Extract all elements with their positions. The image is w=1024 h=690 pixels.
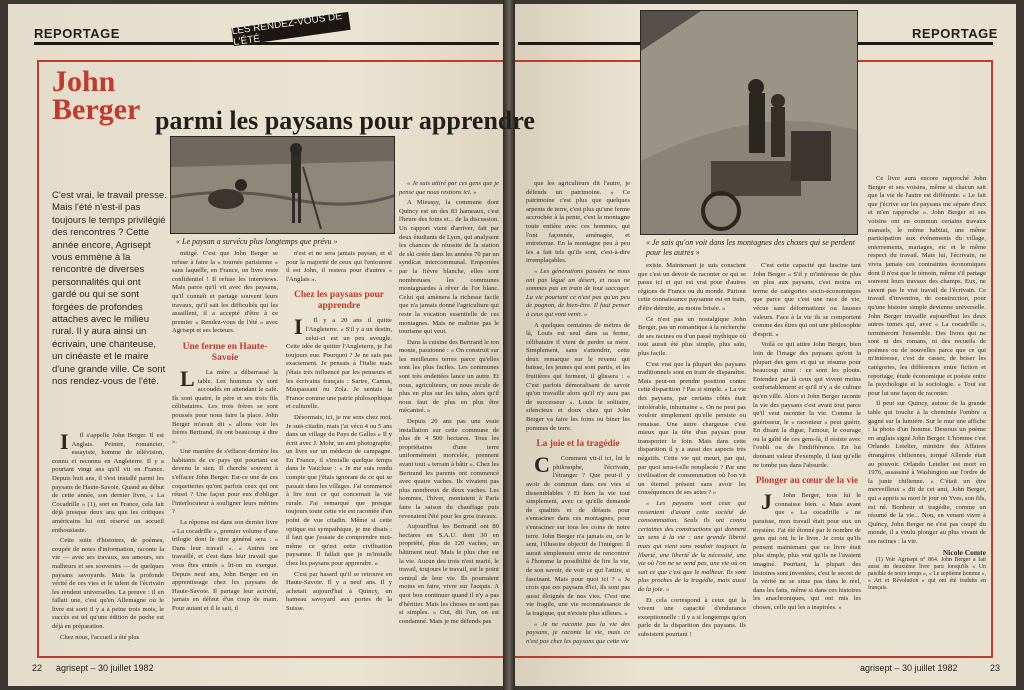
footnote: (1) Voir Agrisept n° 864. John Berger a fait aussi un deuxième livre paru lorsqu'ils « Un paisible de notre temps », « Le septième homme », « Art et Révolution » qui ont été traduits en français. (868, 557, 986, 592)
article-title-name: John Berger (52, 65, 141, 126)
paragraph: Depuis 20 ans pas une vraie installation sur cette commune de plus de 4 500 hectares. Tous les propriétaires d'une terre uniformément morcelée, prennent avant tout « terrain à bâtir ». Chez les Bertrand les parents ont commencé avec quatre vaches. Ils vivaient pas plus nombreux de deux vaches. Les hommes, l'hiver, montaient à Paris faire la saison du chauffage puis revenaient l'été pour les gros travaux. (399, 418, 499, 520)
page-number-left: 22 (32, 663, 43, 673)
paragraph: Chez nous, l'accueil a été plus (60, 633, 140, 641)
subhead-2: Chez les paysans pour apprendre (294, 290, 384, 312)
paragraph: Voilà ce qui attire John Berger, bien loin de l'image des paysans qu'ont la plupart des gens et qui se résume pour beaucoup ainsi : ce sont les plouts. Entendez par là ceux qui vivent moins confortablement et qu'il n'y a de culture qu'en ville. Alors si John Berger raconte la vie des paysans c'est avant tout parce qu'il veut raconter la vie. Comme le guérisseur, le « raconteur » peut guérir. En disant la digue, l'amour, le courage ou la gaîté de ces gens-là, il résiste avec l'oubli ou de l'indifférence. En lui donnant valeur d'exemple, il faut qu'elle ne tombe pas dans l'absurde. (753, 341, 861, 469)
article-title-subtitle: parmi les paysans pour apprendre (155, 106, 535, 135)
paragraph: existe. Maintenant je suis conscient que c'est un devoir de raconter ce qui se passe ici et qui est vrai pour d'autres régions de France ou du monde. Partout cette connaissance paysanne est en train, d'être détruite, au moins brisée. » (638, 262, 746, 312)
paragraph: Aujourd'hui les Bertrand ont 80 hectares en S.A.U. dont 30 en propriété, plus de 120 vaches, un bâtiment neuf. Mais le plus cher est la vie. Aucun des trois n'est marié, le travail, toujours le travail, est le point central de leur vie. Ils pourraient moins en faire, vivre sur l'acquis. A quoi bon continuer quand il n'y a pas d'héritier. Mais les choses ne sont pas si simples. « Oui, dit l'un, on est condamné. Mais je me défends pas (399, 523, 499, 625)
paragraph: Ce n'est pas un nostalgique John Berger, pas un romantique à la recherche de ses racines ou d'un passé mythique où tout aurait été plus simple, plus sain, plus facile. (638, 315, 746, 357)
author-signature: Nicole Comte (942, 547, 986, 557)
paragraph: Il peut sur Quincy, autour de la grande table qui touche à la cheminée l'ombre a gagné sur la lumière. Sur le mur une affiche : la photo d'un homme. Dessous un poème en anglais signé John Berger. L'homme c'est Orlando Letelier, ministre des Affaires étrangères chiliennes, torqué Allende était au pouvoir. Orlando Letelier est mort en 1976, assassiné à Washington sur l'ordre de la junte chilienne. « C'était un être merveilleux » dit de cet ami, John Berger, qui a appris sa mort le jour où Yves, son fils, est né. Bonheur et tragédie, comme un résumé de la vie... Non, en venant vivre à Quincy, John Berger ne s'est pas coupé du monde, il a voulu plonger au plus vivant de ses racines : la vie. (868, 400, 986, 545)
paragraph: Dans la cuisine des Bertrand le ton monte, passionné : « On construit sur les meilleures terres parce qu'elles sont les plus faciles. Les communes sont très endettées lance un autre. Et nous, agriculteurs, on nous recule de plus en plus sur les talus, alors qu'il nous faut de plus en plus être mécanisé. » (399, 338, 499, 415)
column-5 (526, 180, 630, 657)
paragraph: Ce livre aura encore rapproché John Berger et ses voisins, même si chacun sait que la vie de l'autre est différente. « Le fait que j'écrive sur les paysans me sépare d'eux et m'en rapproche ». John Berger et ses voisins ont en commun certains travaux manuels, le même habitat, une même participation aux événements du village, enterrements, mariages, etc et le même respect du travail. Mais lui, l'écrivain, ne vivra jamais ces contraintes économiques dont il n'est que le témoin, même s'il partage souvent leurs travaux des champs. Eux, ne savent pas le vrai travail de l'écrivain. Ce travail d'invention, de construction, pour qu'une histoire simple devienne universelle. John Berger travaille aujourd'hui les deux autres tomes qui, avec « La cocadrille », termineront l'ensemble. Des livres qui ne sont ni des romans, ni des recueils de poèmes ou de nouvelles parce que ce qui m'intéresse, c'est de casser, de briser les catégories, les différences entre fiction et reportage, étude économique et poésie entre la psychologie et la sociologie. » Tout est pour lui une façon de raconter. (868, 175, 986, 397)
paragraph: « Je suis attiré par ces gens que je pense que nous restions ici. » (399, 180, 499, 196)
column-2 (172, 250, 278, 657)
photo-peasants-field (170, 136, 395, 234)
column-7 (753, 262, 861, 657)
paragraph: « Je ne raconte pas la vie des paysans, je raconte la vie, mais ce n'est pas chez les paysans que cette vie (526, 620, 630, 645)
paragraph: « Les paysans sont ceux qui ressentent d'avant cette société de consommation. Seuls ils ont connu certaines des constructions qui donnent un sens à la vie : une grande liberté mais qui vient sans vouloir toujours la liberté, une liberté de la nécessité, une vie où l'on ne se vend pas, une vie où on sait ce que c'est que le malheur. Ils sont plus proches de la tragédie, mais aussi de la joie. » (638, 500, 746, 593)
photo-caption-right: « Je sais qu'on voit dans les montagnes des choses qui se perdent pour les autres » (646, 238, 855, 257)
page-number-right: 23 (990, 663, 1001, 673)
subhead-4: Plonger au cœur de la vie (755, 476, 859, 487)
paragraph: La réponse est dans son dernier livre « La cocadrille », premier volume d'une trilogie dont le titre général sera : « Dans leur travail ». « Autres ont travaillé, et c'est dans leur travail que vous êtes entrés » lit-on en exergue. Depuis neuf ans, John Berger est en apprentissage chez les paysans de Haute-Savoie. Il partage leur activité, jamais en défaut d'un coup de main. Pour autant et il le sait, il (172, 519, 278, 612)
paragraph: n'est et ne sera jamais paysan, et si pour la majorité de ceux qui l'entourent il est John, il restera pour d'autres « l'Anglais ». (286, 250, 392, 283)
column-4 (399, 180, 499, 657)
paragraph: I Il s'appelle John Berger. Il est Anglais. Peintre, romancier, essayiste, homme de télévision, connu et reconnu en Angleterre. Il y a pourtant vingt ans qu'il vit en France. Depuis huit ans, il s'est installé parmi les paysans de Haute-Savoie. Quand au début de cette année, son dernier livre, « La Cocadrille » (1), sort en France, cela fait déjà presque deux ans que les critiques américains lui ont réservé un accueil enthousiaste. (52, 432, 164, 534)
paragraph: Désormais, ici, je me sens chez moi. Je suis citadin, mais j'ai vécu 4 ou 5 ans dans un village du Pays de Galles » Il y écrit avec J. Mohr, un ami photographe, un livre sur un médecin de campagne. En France, il s'installe quelque temps dans le Vaucluse : « Je me suis rendu compte que j'étais ignorant de ce qui se passait dans les villages. J'ai commencé à lire tout ce qui concernait la vie rurale. J'ai remarqué que presque toujours toute cette vie est racontée d'un point de vue citadin. Même si cette optique est sympathique, je me disais : il faut que j'essaie de comprendre moi-même ce qu'est cette civilisation paysanne. Il fallait que je m'installe chez les paysans pour apprendre. » (286, 413, 392, 567)
paragraph: Et cela correspond à ceux qui la vivent une capacité d'endurance exceptionnelle : il y a si longtemps qu'on parle de la disparition des paysans. Ils subsistent pourtant ! (638, 596, 746, 638)
paragraph: mitigé. C'est que John Berger se refuse à faire la « tournée parisienne » sans laquelle, en France, un livre reste confidentiel ! Il refuse les interviews. Mais parce qu'il vit avec des paysans, qu'il connaît et partage souvent leurs travaux, qu'il sait les difficultés qui les assaillent, il a accepté d'être à ce premier « Rendez-vous de l'été » avec Agrisept et ses lecteurs. (172, 250, 278, 335)
photo-caption-left: « Le paysan a survécu plus longtemps que prévu » (176, 237, 338, 246)
subhead-1: Une ferme en Haute-Savoie (182, 341, 268, 363)
photo-illustration (171, 137, 395, 234)
subhead-3: La joie et la tragédie (536, 439, 620, 450)
paragraph: C'est cette capacité qui fascine tant John Berger « S'il y m'intéresse de plus en plus aux paysans, c'est moins en terme de catégories socio-économiques que parce que c'est une race de vie, vécue sans déformations ou fausses valeurs. Face à la vie ils se comportent comme des êtres qui ont une philosophie d'esprit. » (753, 262, 861, 338)
photo-mountain-cart (640, 10, 858, 235)
paragraph: C'est vrai que la plupart des paysans traditionnels sont en train de disparaître. Mais peut-on prendre position contre cette disparition ? Pas si simple. « La vie des paysans, par certains côtés était intolérable, inhumaine ». On ne peut pas vouloir simplement qu'elle persiste ou renaisse. Une autre chargeuse c'est mieux que la tête d'un paysan pour transporter le foin. Mais dans cette disparition il y a aussi des aspects très négatifs. Cette vie qui meurt, par qui, par quoi sera-t-elle remplacée ? Par une civilisation de consommation où l'on vit un éternel présent sans avoir les conséquences de ses actes ? » (638, 360, 746, 497)
section-header-left: REPORTAGE (34, 26, 120, 41)
paragraph: I Il y a 20 ans il quitte l'Angleterre. « S'il y a un destin, celui-ci est un peu aveugle. Cette idée de quitter l'Angleterre, je l'ai toujours eue. Pourquoi ? Je ne sais pas exactement. Je pensais à l'Italie mais j'étais très influencé par les penseurs et les écrivains français : Sartre, Camus, Maupassant ou Zola. Je sentais la France comme une patrie philosophique et culturelle. (286, 314, 392, 411)
paragraph: J John Berger, tous lui le connaisse bien. « Mais avant que « La cocadrille » ne paraisse, mon travail était pour eux un mystère. J'ai été étonné par le nombre de gens qui ont lu le livre. Je crois qu'ils pensent maintenant que ce livre était plus simple, plus vrai qu'ils ne l'avaient imaginé. Pourtant, la plupart des histoires sont inventées, c'est le secret de la vérité ne se situe pas dans le réel, dans les faits, même si dans ces histoires les anachroniques, qui ont mis les choses, celle qui les a inspirées. » (753, 489, 861, 611)
paragraph: Cette suite d'histoires, de poèmes, coupée de notes d'information, raconte la vie — avec ses travaux, ses amours, ses malheurs et ses souvenirs — de quelques paysans savoyards. Mais la profonde vérité de ces vies et le talent de l'écrivain les rendent universelles. La preuve : il en fallait une, c'est qu'en Allemagne où le livre est sorti il y a à peine trois mois, le succès est tel qu'une édition de poche est déjà en préparation. (52, 537, 164, 631)
paragraph: C'est par hasard qu'il se retrouve en Haute-Savoie. Il y a neuf ans. Il y achetait aujourd'hui à Quincy, un hameau savoyard aux portes de la Suisse. (286, 570, 392, 612)
paragraph: C Comment vit-il ici, lui le philosophe, l'écrivain, l'étranger ? Que peut-il y avoir de commun dans ces vies si dissemblables ? Et bien la vie tout simplement, avec ce qu'elle demande de qualités et de défauts pour s'enraciner dans ces montagnes, pour s'enraciner sur tous les coins de notre terre. John Berger n'a jamais eu, on le sent, l'illusoire objectif de l'intégrer. Il aurait simplement envie de rencontrer à l'homme la possibilité de lire la vie, de son savoir, de voir ce qui l'attire, si fascinant. Mais pour quoi ici ? « Je crois que ces paysans d'ici, ils sont pas aussi éloignés de nos vies. C'est une vie fragile, une vie reconnaissance de la tragique, qui n'existe plus ailleurs. » (526, 452, 630, 617)
paragraph: A quelques centaines de mètres de là, Louis est seul dans sa ferme, célibataire il vient de perdre sa mère. Simplement, sans s'attendrir, cette deux remarque sur le revenu qui baisse, les jeunes qui sont partis, et les fruitières qui ferment, il glissera : « C'est parfois démoralisant de savoir qu'on travaille alors qu'il n'y aura pas de successeur ». Louis le solitaire, silencieux et doux chez qui John Berger va faire les foins ou biner les pommes de terre. (526, 321, 630, 432)
paragraph: Une manière de s'effacer derrière les habitants de ce pays qui pourtant est devenu le sien. Il cherche souvent à s'effacer John Berger. Est-ce une de ces coquetteries qu'ont parfois ceux qui ont réussi ? Une façon pour eux d'obliger l'interlocuteur à souligner leurs mérites ? (172, 448, 278, 516)
paragraph: que les agriculteurs dit l'autre, je défends un patrimoine. » Ce patrimoine c'est plus que quelques arpents de terre, c'est plus qu'une ferme accrochée à la pente, c'est la montagne toute entière avec ces hommes, qui l'ont façonnée, aménagée, et entretenue. En la montagne peu à peu les a fait tels qu'ils sont, c'est-à-dire irremplaçables. (526, 180, 630, 265)
folio-date-right: agrisept – 30 juillet 1982 (860, 663, 958, 673)
paragraph: L La mère a débarrassé la table. Les hommes s'y sont accoudés en attendant le café. Ils sont quatre, le père et ses trois fils célibataires. Les trois frères se sont poussés pour nous faire la place. John Berger m'avait dit « allons voir les frères Bertrand, ils ont beaucoup à dire ». (172, 365, 278, 445)
photo-illustration-right (641, 11, 858, 235)
column-1 (52, 432, 164, 657)
paragraph: A Mieussy, la commune dont Quincy est un des 83 hameaux, c'est l'heure des foins et... de la discussion. Un rapport vient d'arriver, fait par deux étudiants de Lyon, qui analysent les chances de réussite de la station de ski créée dans les années 70 par un syndicat intercommunal. Emportées par la fièvre blanche, elles sont nombreuses les communes montagnardes à rêver de l'or blanc. Celui qui amènera la richesse facile que n'a jamais donné l'agriculture qui reste la vocation essentielle de ces montagnes. Mais ne maîtrise pas le tourisme qui veut. (399, 199, 499, 336)
magazine-gutter (503, 0, 515, 690)
series-tag: LES RENDEZ-VOUS DE L'ÉTÉ (231, 12, 350, 46)
section-header-right: REPORTAGE (912, 26, 998, 41)
column-6 (638, 262, 746, 657)
intro-text: C'est vrai, le travail presse. Mais l'été n'est-il pas toujours le temps privilégié des rencontres ? Cette année encore, Agrisept vous emmène à la rencontre de diverses personnalités qui ont gardé ou qui se sont forgées de profondes attaches avec le milieu rural. Il y aura ainsi un écrivain, une chanteuse, un cinéaste et le maire d'une grande ville. Ce sont nos rendez-vous de l'été. (52, 190, 167, 388)
column-3 (286, 250, 392, 657)
column-8 (868, 175, 986, 657)
paragraph: « Les générations passées ne nous ont pas légué un désert, et nous ne sommes pas en train de tout saccager. La vie pourtant ce n'est pas qu'un peu de pognon, de bien-être. Il faut penser à ceux qui vont venir. » (526, 267, 630, 318)
folio-date-left: agrisept – 30 juillet 1982 (56, 663, 154, 673)
